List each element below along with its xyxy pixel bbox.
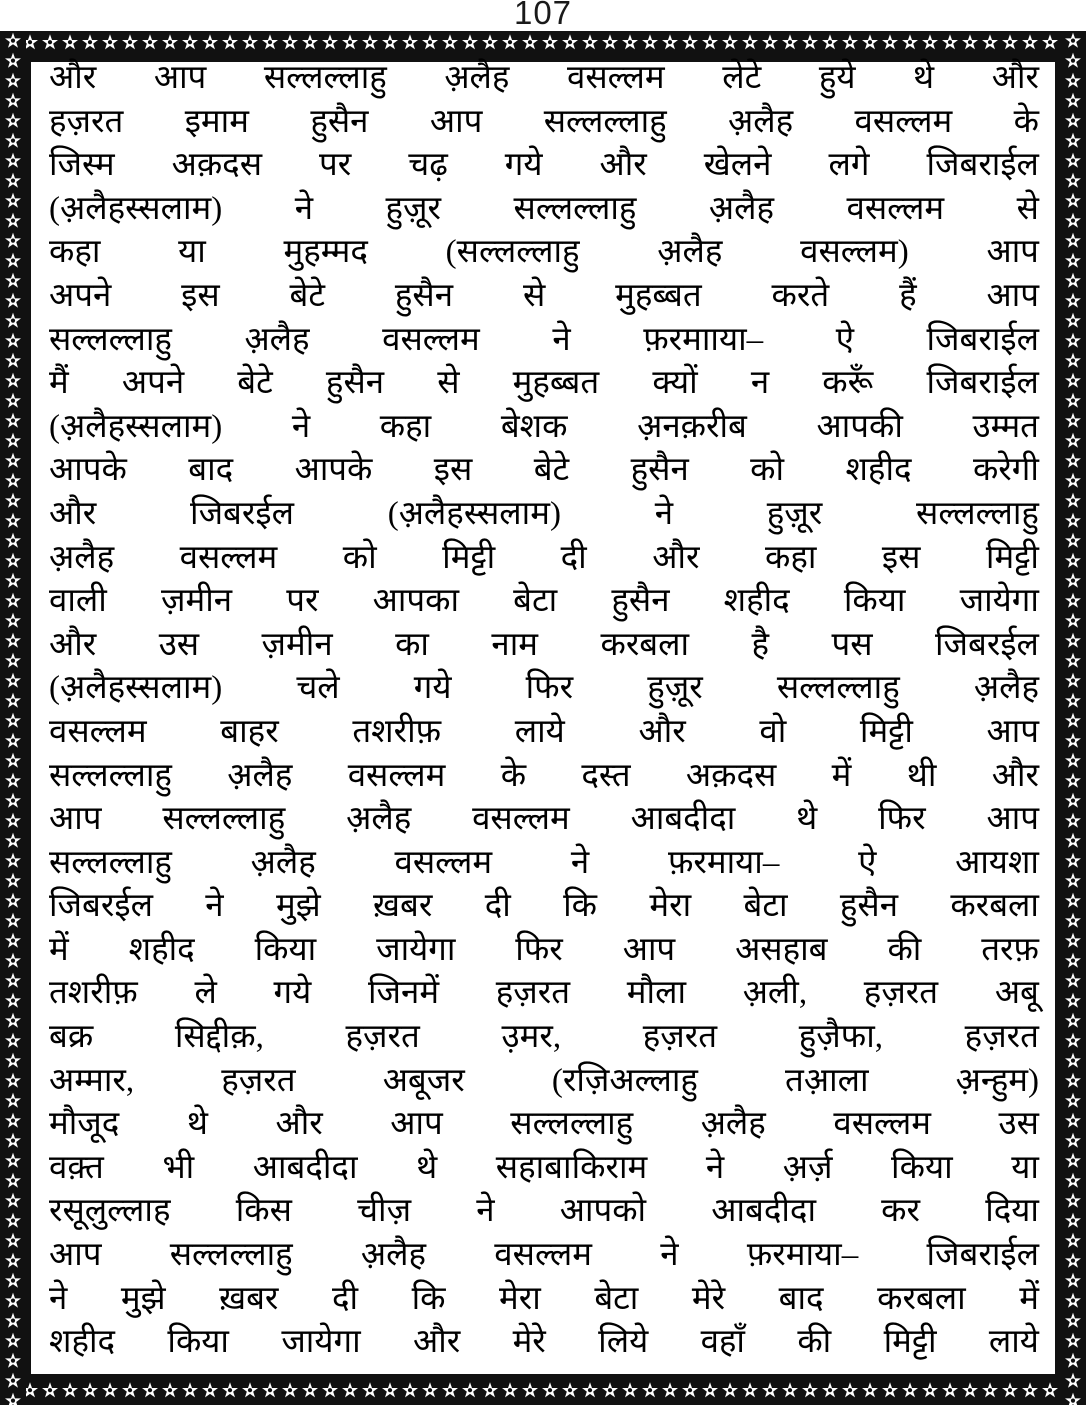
word: वसल्लम: [472, 801, 570, 838]
word: को: [750, 452, 785, 489]
word: सल्लल्लाहु: [543, 103, 667, 140]
word: जिनमें: [367, 975, 440, 1012]
word: कि: [411, 1280, 446, 1317]
word: और: [412, 1324, 461, 1361]
word: जायेगा: [376, 931, 456, 968]
word: सल्लल्लाहु: [510, 1106, 634, 1143]
word: आबदीदा: [711, 1193, 816, 1230]
text-line: [49, 885, 1039, 929]
word: से: [522, 277, 546, 314]
word: अबू: [994, 975, 1039, 1012]
word: लाये: [988, 1324, 1039, 1361]
word: जिबरईल: [934, 626, 1039, 663]
word: अ़लैह: [360, 1237, 427, 1274]
word: कहा: [49, 234, 101, 271]
word: आबदीदा: [252, 1149, 358, 1186]
word: करबला: [950, 888, 1039, 925]
text-line: [49, 231, 1039, 275]
text-line: [49, 406, 1039, 450]
word: आप: [986, 801, 1039, 838]
word: से: [437, 365, 460, 402]
word: हुसैन: [325, 365, 385, 402]
border-star-pattern-bottom: [0, 1379, 1086, 1405]
word: को: [342, 539, 377, 576]
word: मुझे: [275, 888, 321, 925]
word: वहाँ: [700, 1324, 745, 1361]
word: जिबराईल: [926, 147, 1039, 184]
word: लिये: [598, 1324, 649, 1361]
word: उम्मत: [972, 408, 1039, 445]
word: आप: [49, 1237, 102, 1274]
word: हुसैन: [839, 888, 899, 925]
word: हुज़ूर: [647, 670, 703, 707]
word: मेरे: [512, 1324, 546, 1361]
word: दी: [484, 888, 511, 925]
word: अपने: [121, 365, 185, 402]
word: इमाम: [184, 103, 249, 140]
word: वसल्लम: [567, 60, 665, 96]
word: कर: [881, 1193, 921, 1230]
word: मौजूद: [49, 1106, 120, 1143]
border-star-pattern-right: [1060, 31, 1086, 1405]
word: अ़लैह: [250, 844, 316, 881]
word: (अ़लैहस्सलाम): [49, 190, 223, 227]
word: है: [751, 626, 770, 663]
word: की: [797, 1324, 832, 1361]
word: ने: [294, 190, 314, 227]
word: पस: [831, 626, 873, 663]
word: जिबराईल: [926, 365, 1039, 402]
word: सल्लल्लाहु: [49, 321, 172, 358]
word: मिट्टी: [883, 1324, 937, 1361]
word: तशरीफ़: [49, 975, 138, 1012]
word: हुसैन: [630, 452, 689, 489]
word: से: [1016, 190, 1039, 227]
word: आपके: [49, 452, 127, 489]
word: हज़रत: [642, 1019, 718, 1056]
word: थे: [913, 60, 935, 96]
word: ले: [194, 975, 217, 1012]
word: जायेगा: [281, 1324, 361, 1361]
word: नाम: [491, 626, 539, 663]
word: (अ़लैहस्सलाम): [49, 670, 223, 707]
word: दिया: [985, 1193, 1039, 1230]
word: सल्लल्लाहु: [162, 801, 286, 838]
word: लाये: [514, 713, 565, 750]
word: मेरा: [649, 888, 692, 925]
word: वो: [759, 713, 787, 750]
word: सल्लल्लाहु: [49, 844, 172, 881]
word: शहीद: [723, 583, 790, 620]
word: फ़रमाया–: [667, 844, 780, 881]
word: किया: [843, 583, 906, 620]
word: फ़रमााया–: [643, 321, 764, 358]
word: रसूलुल्लाह: [49, 1193, 171, 1230]
word: मेरे: [691, 1280, 726, 1317]
text-line: [49, 1278, 1039, 1322]
word: मैं: [49, 365, 69, 402]
word: जिबराईल: [926, 321, 1039, 358]
word: ने: [291, 408, 311, 445]
text-line: [49, 144, 1039, 188]
word: हुसैन: [394, 277, 454, 314]
word: आप: [986, 713, 1039, 750]
word: करबला: [600, 626, 690, 663]
text-line: [49, 972, 1039, 1016]
text-line: [49, 1016, 1039, 1060]
word: सल्लल्लाहु: [169, 1237, 293, 1274]
word: अ़लैह: [346, 801, 412, 838]
text-line: [49, 1060, 1039, 1104]
word: में: [831, 757, 852, 794]
word: या: [1011, 1149, 1039, 1186]
word: मिट्टी: [985, 539, 1039, 576]
word: आपकी: [816, 408, 903, 445]
word: अ़न्हुम): [955, 1062, 1039, 1099]
word: वसल्लम: [854, 103, 953, 140]
word: और: [49, 495, 97, 532]
word: दी: [331, 1280, 359, 1317]
word: मुहब्बत: [512, 365, 600, 402]
word: हज़रत: [49, 103, 124, 140]
word: वसल्लम: [382, 321, 480, 358]
word: ने: [705, 1149, 725, 1186]
word: बेटे: [533, 452, 570, 489]
word: मेरा: [499, 1280, 541, 1317]
word: आप: [390, 1106, 443, 1143]
text-line: [49, 101, 1039, 145]
word: बाहर: [220, 713, 279, 750]
word: बेटे: [289, 277, 326, 314]
word: न: [750, 365, 770, 402]
word: चीज़: [357, 1193, 412, 1230]
word: जिस्म: [49, 147, 115, 184]
word: हज़रत: [495, 975, 571, 1012]
word: हज़रत: [221, 1062, 296, 1099]
word: ज़मीन: [160, 583, 233, 620]
word: बेटा: [743, 888, 788, 925]
word: ने: [476, 1193, 495, 1230]
word: अ़लैह: [244, 321, 310, 358]
word: लेटे: [722, 60, 762, 96]
word: आप: [986, 234, 1039, 271]
word: शहीद: [128, 931, 195, 968]
word: तरफ़: [981, 931, 1039, 968]
word: गये: [273, 975, 312, 1012]
text-line: [49, 667, 1039, 711]
text-line: [49, 842, 1039, 886]
text-line: [49, 580, 1039, 624]
word: (सल्लल्लाहु: [445, 234, 580, 271]
word: की: [887, 931, 922, 968]
word: अ़लैह: [973, 670, 1039, 707]
word: पर: [286, 583, 319, 620]
word: और: [49, 626, 97, 663]
word: अ़लैह: [227, 757, 293, 794]
word: फिर: [515, 931, 563, 968]
word: ने: [654, 495, 674, 532]
word: मुहम्मद: [283, 234, 368, 271]
word: सहाबाकिराम: [495, 1149, 648, 1186]
text-line: [49, 275, 1039, 319]
word: अ़लैह: [49, 539, 115, 576]
text-line: [49, 1321, 1039, 1365]
text-line: [49, 537, 1039, 581]
word: में: [49, 931, 69, 968]
word: फिर: [525, 670, 574, 707]
word: सल्लल्लाहु: [916, 495, 1039, 532]
word: हैं: [899, 277, 917, 314]
word: हुये: [818, 60, 856, 96]
text-line: [49, 929, 1039, 973]
word: ख़बर: [219, 1280, 279, 1317]
word: जायेगा: [959, 583, 1039, 620]
word: उस: [158, 626, 200, 663]
word: कहा: [379, 408, 432, 445]
word: ने: [552, 321, 571, 358]
word: अ़ली,: [742, 975, 808, 1012]
word: बेटा: [594, 1280, 639, 1317]
word: ने: [49, 1280, 68, 1317]
word: वसल्लम: [833, 1106, 931, 1143]
word: आप: [49, 801, 102, 838]
word: अबूजर: [382, 1062, 465, 1099]
word: थे: [796, 801, 818, 838]
word: बेशक: [500, 408, 568, 445]
word: और: [991, 60, 1039, 96]
word: (अ़लैहस्सलाम): [49, 408, 223, 445]
word: गये: [504, 147, 543, 184]
text-line: [49, 711, 1039, 755]
text-line: [49, 1190, 1039, 1234]
word: इस: [433, 452, 473, 489]
word: हज़रत: [345, 1019, 420, 1056]
word: सल्लल्लाहु: [49, 757, 172, 794]
word: कि: [563, 888, 598, 925]
word: मिट्टी: [442, 539, 496, 576]
word: हुसैन: [611, 583, 670, 620]
word: (रज़िअल्लाहु: [551, 1062, 698, 1099]
word: करते: [771, 277, 830, 314]
word: लगे: [828, 147, 870, 184]
word: और: [49, 60, 97, 96]
word: मिट्टी: [859, 713, 913, 750]
word: आपको: [559, 1193, 647, 1230]
word: मुहब्बत: [615, 277, 702, 314]
word: करूँ: [822, 365, 874, 402]
word: बक्र: [49, 1019, 94, 1056]
word: आप: [153, 60, 207, 96]
word: जिबरईल: [49, 888, 153, 925]
word: ने: [205, 888, 224, 925]
word: अ़र्ज़: [782, 1149, 833, 1186]
word: सल्लल्लाहु: [776, 670, 900, 707]
word: अ़लैह: [700, 1106, 766, 1143]
page-number: 107: [513, 0, 573, 31]
word: आयशा: [955, 844, 1039, 881]
word: के: [500, 757, 527, 794]
word: फिर: [878, 801, 926, 838]
word: दी: [560, 539, 587, 576]
word: बाद: [188, 452, 234, 489]
word: थी: [906, 757, 937, 794]
word: और: [652, 539, 700, 576]
word: और: [991, 757, 1039, 794]
word: और: [599, 147, 647, 184]
border-star-pattern-top: [0, 31, 1086, 57]
word: शहीद: [845, 452, 912, 489]
word: आपका: [372, 583, 460, 620]
word: जिबराईल: [926, 1237, 1039, 1274]
word: तआ़ला: [785, 1062, 869, 1099]
text-line: [49, 57, 1039, 101]
word: हज़रत: [964, 1019, 1039, 1056]
word: वसल्लम: [179, 539, 278, 576]
word: आप: [986, 277, 1039, 314]
word: सल्लल्लाहु: [513, 190, 637, 227]
word: ख़बर: [373, 888, 433, 925]
word: में: [1019, 1280, 1039, 1317]
word: तशरीफ़: [352, 713, 442, 750]
word: चढ़: [408, 147, 448, 184]
word: वसल्लम: [347, 757, 446, 794]
word: इस: [181, 277, 220, 314]
border-star-pattern-left: [0, 31, 26, 1405]
word: हुज़ूर: [766, 495, 823, 532]
word: किया: [254, 931, 317, 968]
word: अम्मार,: [49, 1062, 135, 1099]
word: हज़रत: [863, 975, 939, 1012]
word: ऐ: [835, 321, 854, 358]
text-line: [49, 493, 1039, 537]
word: मौला: [626, 975, 686, 1012]
word: अक़दस: [685, 757, 777, 794]
word: अक़दस: [171, 147, 262, 184]
word: वसल्लम: [49, 713, 147, 750]
word: ने: [570, 844, 590, 881]
word: वसल्लम: [494, 1237, 592, 1274]
word: अपने: [49, 277, 112, 314]
word: (अ़लैहस्सलाम): [387, 495, 561, 532]
word: थे: [416, 1149, 438, 1186]
word: अ़नक़रीब: [637, 408, 747, 445]
text-line: [49, 798, 1039, 842]
word: खेलने: [703, 147, 772, 184]
body-text: [49, 57, 1039, 1377]
word: फ़रमाया–: [746, 1237, 859, 1274]
word: हुसैन: [310, 103, 369, 140]
word: थे: [186, 1106, 208, 1143]
word: या: [178, 234, 206, 271]
word: कहा: [764, 539, 817, 576]
word: वसल्लम): [800, 234, 909, 271]
word: बेटा: [513, 583, 558, 620]
word: सल्लल्लाहु: [263, 60, 387, 96]
word: हुज़ूर: [385, 190, 442, 227]
text-line: [49, 755, 1039, 799]
word: वक़्त: [49, 1149, 104, 1186]
word: पर: [319, 147, 352, 184]
word: अ़लैह: [444, 60, 510, 96]
word: ज़मीन: [261, 626, 333, 663]
text-line: [49, 624, 1039, 668]
word: वसल्लम: [846, 190, 945, 227]
word: भी: [162, 1149, 195, 1186]
word: वाली: [49, 583, 107, 620]
text-line: [49, 1147, 1039, 1191]
word: क्यों: [652, 365, 698, 402]
word: वसल्लम: [394, 844, 493, 881]
word: शहीद: [49, 1324, 116, 1361]
word: का: [395, 626, 429, 663]
word: असहाब: [735, 931, 828, 968]
word: और: [275, 1106, 323, 1143]
word: अ़लैह: [708, 190, 775, 227]
text-line: [49, 188, 1039, 232]
word: और: [638, 713, 686, 750]
word: बाद: [778, 1280, 824, 1317]
word: हुज़ैफा,: [798, 1019, 883, 1056]
word: जिबरईल: [190, 495, 294, 532]
word: आबदीदा: [630, 801, 736, 838]
word: किस: [235, 1193, 292, 1230]
word: के: [1013, 103, 1039, 140]
word: ने: [660, 1237, 679, 1274]
word: गये: [413, 670, 452, 707]
word: उ़मर,: [501, 1019, 562, 1056]
word: दस्त: [581, 757, 631, 794]
word: चले: [296, 670, 340, 707]
text-line: [49, 319, 1039, 363]
word: किया: [167, 1324, 229, 1361]
text-line: [49, 1234, 1039, 1278]
word: मुझे: [120, 1280, 166, 1317]
word: किया: [891, 1149, 953, 1186]
text-line: [49, 449, 1039, 493]
word: करबला: [877, 1280, 966, 1317]
word: अ़लैह: [728, 103, 794, 140]
word: अ़लैह: [657, 234, 723, 271]
word: सिद्दीक़,: [174, 1019, 264, 1056]
word: आपके: [294, 452, 373, 489]
word: आप: [622, 931, 676, 968]
word: आप: [429, 103, 483, 140]
word: बेटे: [237, 365, 273, 402]
word: करेगी: [972, 452, 1039, 489]
word: ऐ: [858, 844, 877, 881]
word: इस: [881, 539, 921, 576]
text-line: [49, 362, 1039, 406]
text-line: [49, 1103, 1039, 1147]
word: उस: [998, 1106, 1039, 1143]
